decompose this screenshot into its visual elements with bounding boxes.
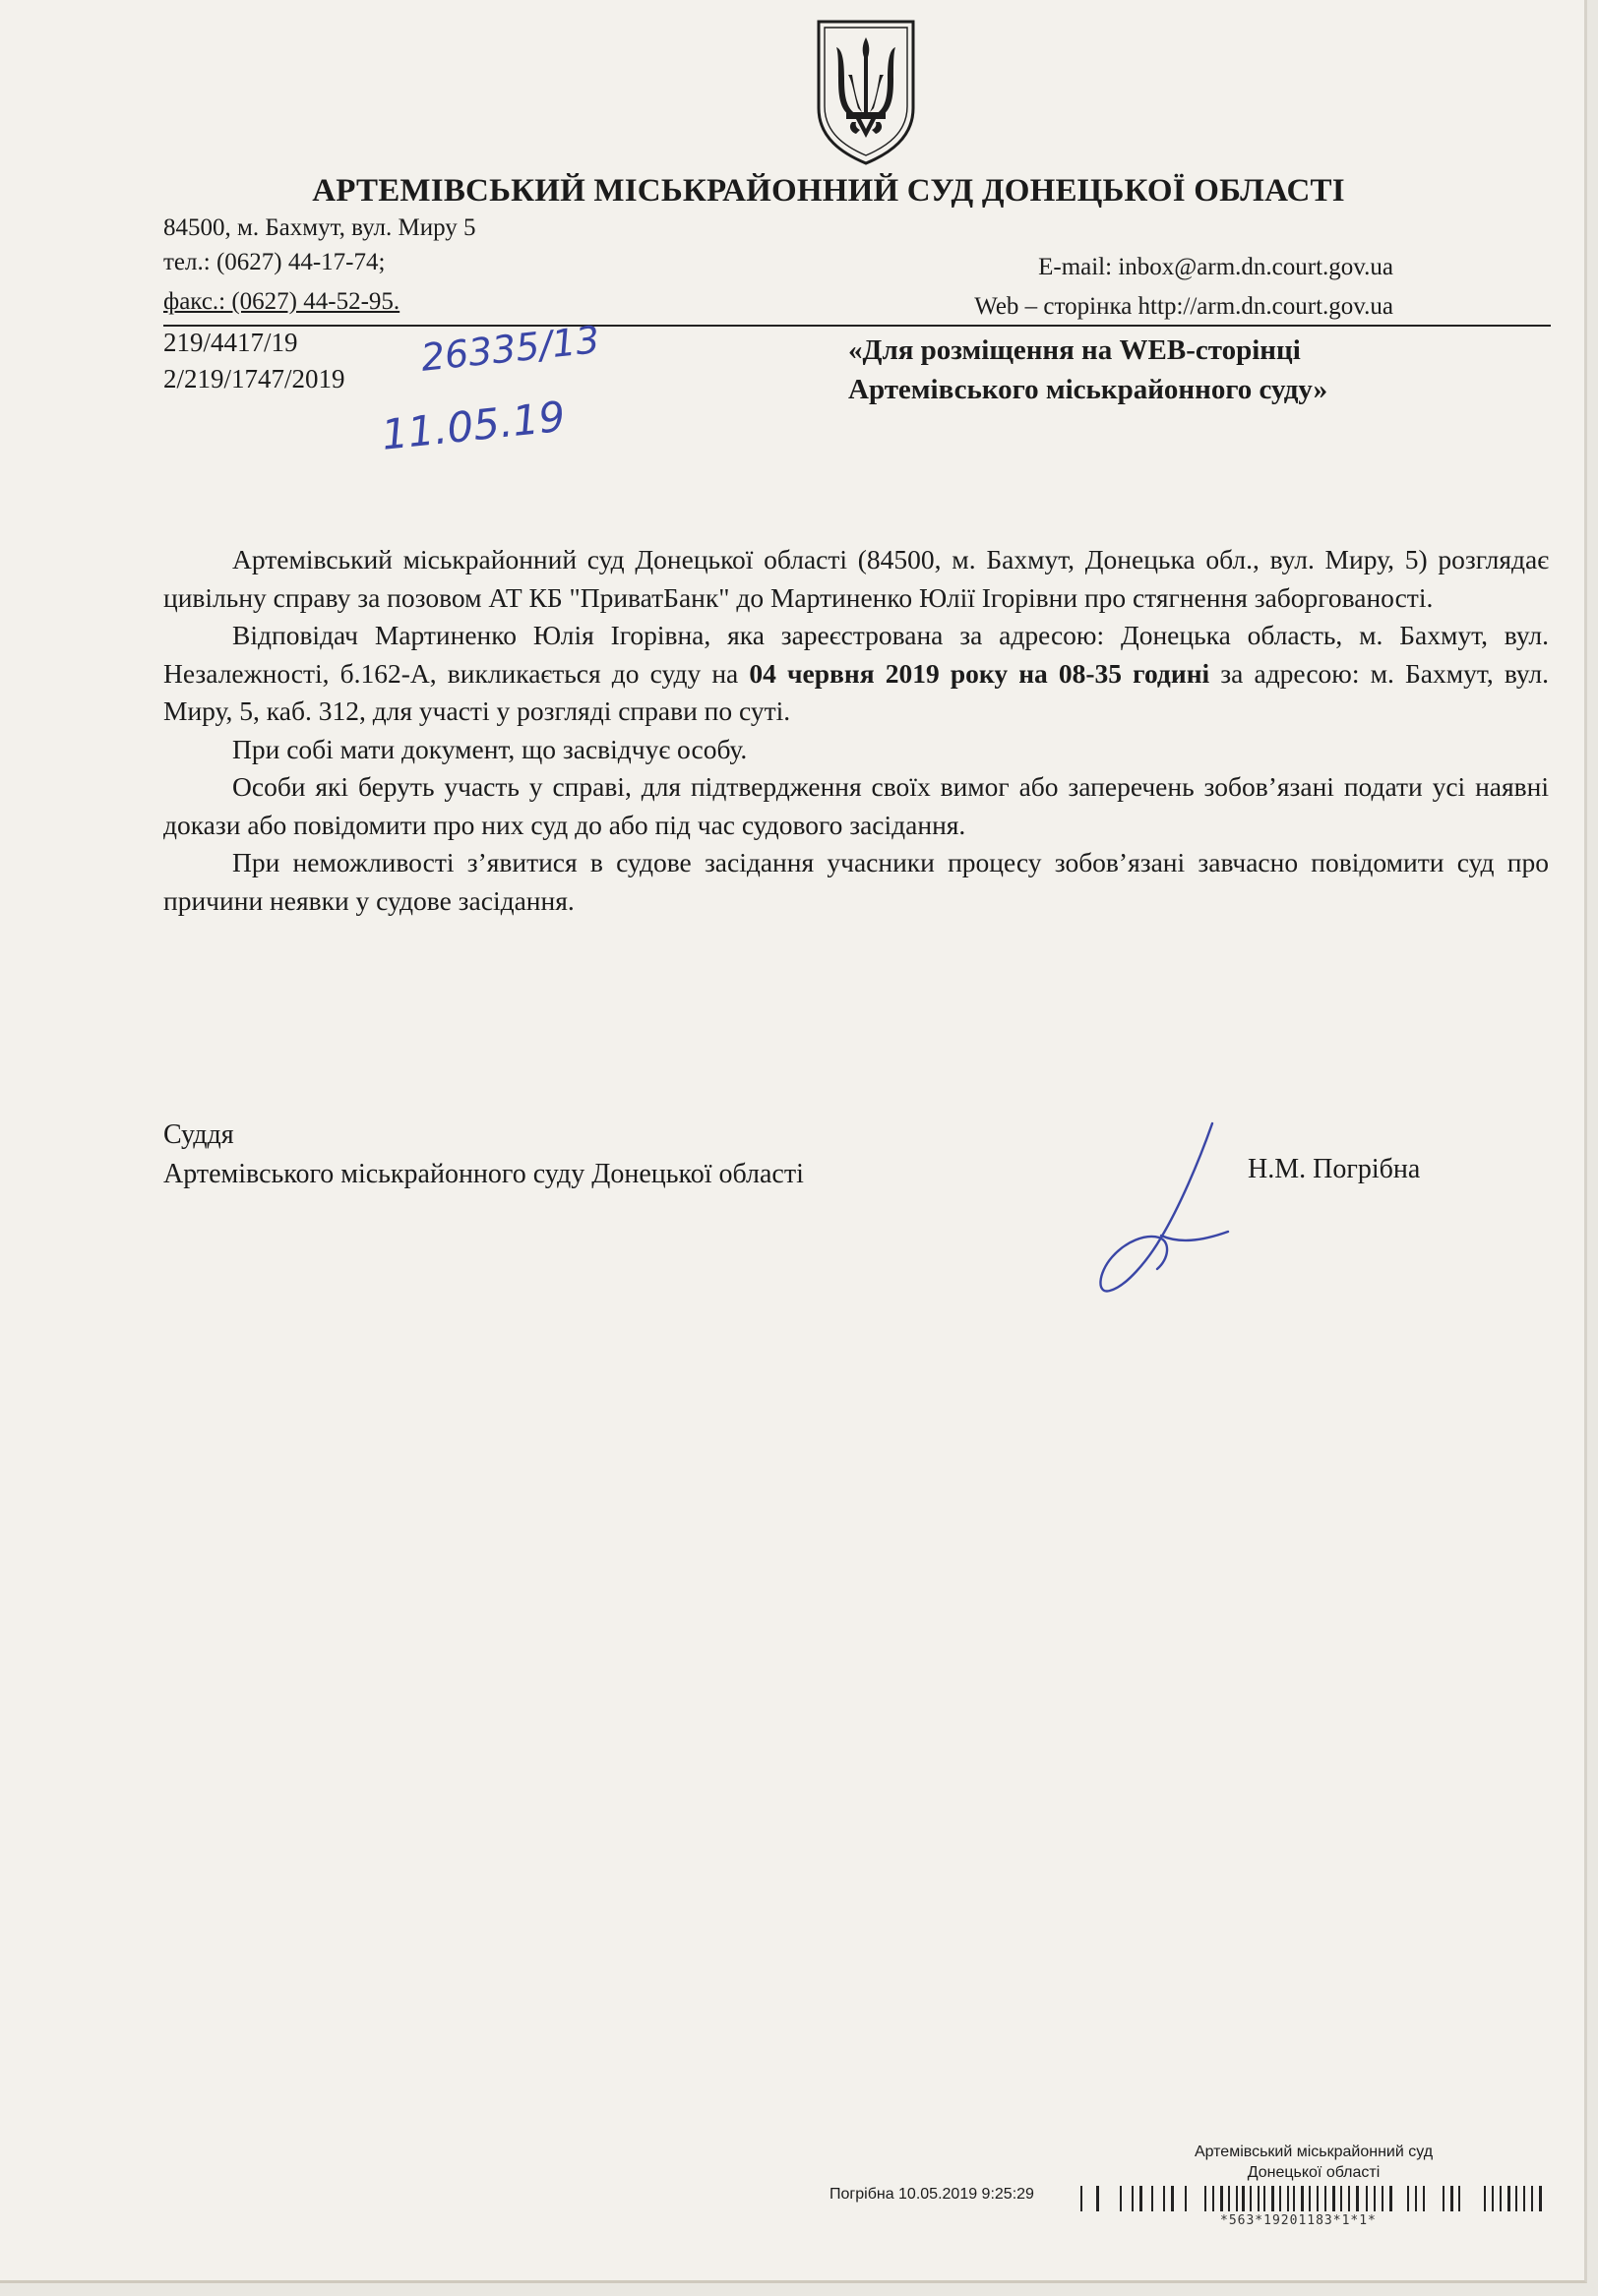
paragraph-absence: При неможливості з’явитися в судове засідання учасники процесу зобов’язані завчасно повідомити суд про причини неявки у судове засідання.: [163, 847, 1549, 916]
paragraph-summons: Відповідач Мартиненко Юлія Ігорівна, яка зареєстрована за адресою: Донецька область, м. Бахмут, вул. Незалежності, б.162-А, викликається до суду на 04 червня 2019 року на 08-35 годині за адресою: м. Бахмут, вул. Миру, 5, каб. 312, для участі у розгляді справи по суті.: [163, 620, 1550, 726]
notice-body: [163, 541, 1549, 920]
registration-stamp-court: [1132, 2142, 1496, 2183]
registration-stamp-meta: Погрібна 10.05.2019 9:25:29: [830, 2186, 1034, 2203]
judge-signature-block: [163, 1116, 804, 1194]
hearing-datetime: 04 червня 2019 року на 08-35 годині: [749, 657, 1210, 689]
court-phone: тел.: (0627) 44-17-74;: [163, 249, 386, 275]
barcode: [1080, 2184, 1545, 2213]
proceeding-number: 2/219/1747/2019: [163, 364, 345, 393]
court-address: 84500, м. Бахмут, вул. Миру 5: [163, 214, 476, 241]
handwritten-reg-number: 26335/13: [418, 318, 602, 380]
coat-of-arms-icon: [813, 18, 919, 165]
stamp-court-line-2: Донецької області: [1247, 2164, 1381, 2181]
web-publication-note: [848, 331, 1327, 409]
handwritten-date: 11.05.19: [379, 392, 568, 459]
court-title: АРТЕМІВСЬКИЙ МІСЬКРАЙОННИЙ СУД ДОНЕЦЬКОЇ ОБЛАСТІ: [312, 173, 1345, 209]
stamp-court-line-1: Артемівський міськрайонний суд: [1194, 2144, 1434, 2160]
barcode-text: *563*19201183*1*1*: [1220, 2213, 1377, 2228]
paragraph-id-document: При собі мати документ, що засвідчує особу.: [232, 733, 748, 764]
paragraph-evidence: Особи які беруть участь у справі, для підтвердження своїх вимог або заперечень зобов’язані подати усі наявні докази або повідомити про них суд до або під час судового засідання.: [163, 771, 1549, 840]
court-website: Web – сторінка http://arm.dn.court.gov.ua: [974, 293, 1393, 320]
court-fax: факс.: (0627) 44-52-95.: [163, 288, 400, 315]
case-number: 219/4417/19: [163, 328, 298, 357]
judge-court: Артемівського міськрайонного суду Донецької області: [163, 1159, 804, 1189]
web-note-line-1: «Для розміщення на WEB-сторінці: [848, 334, 1301, 366]
judge-name: Н.М. Погрібна: [1248, 1154, 1421, 1184]
handwritten-signature: [1053, 1112, 1240, 1308]
judge-title: Суддя: [163, 1119, 234, 1150]
court-email: E-mail: inbox@arm.dn.court.gov.ua: [1038, 254, 1393, 280]
header-divider: [163, 325, 1551, 327]
paragraph-case: Артемівський міськрайонний суд Донецької області (84500, м. Бахмут, Донецька обл., вул. Миру, 5) розглядає цивільну справу за позовом АТ КБ "ПриватБанк" до Мартиненко Юлії Ігорівни про стягнення заборгованості.: [163, 544, 1549, 613]
web-note-line-2: Артемівського міськрайонного суду»: [848, 374, 1328, 405]
